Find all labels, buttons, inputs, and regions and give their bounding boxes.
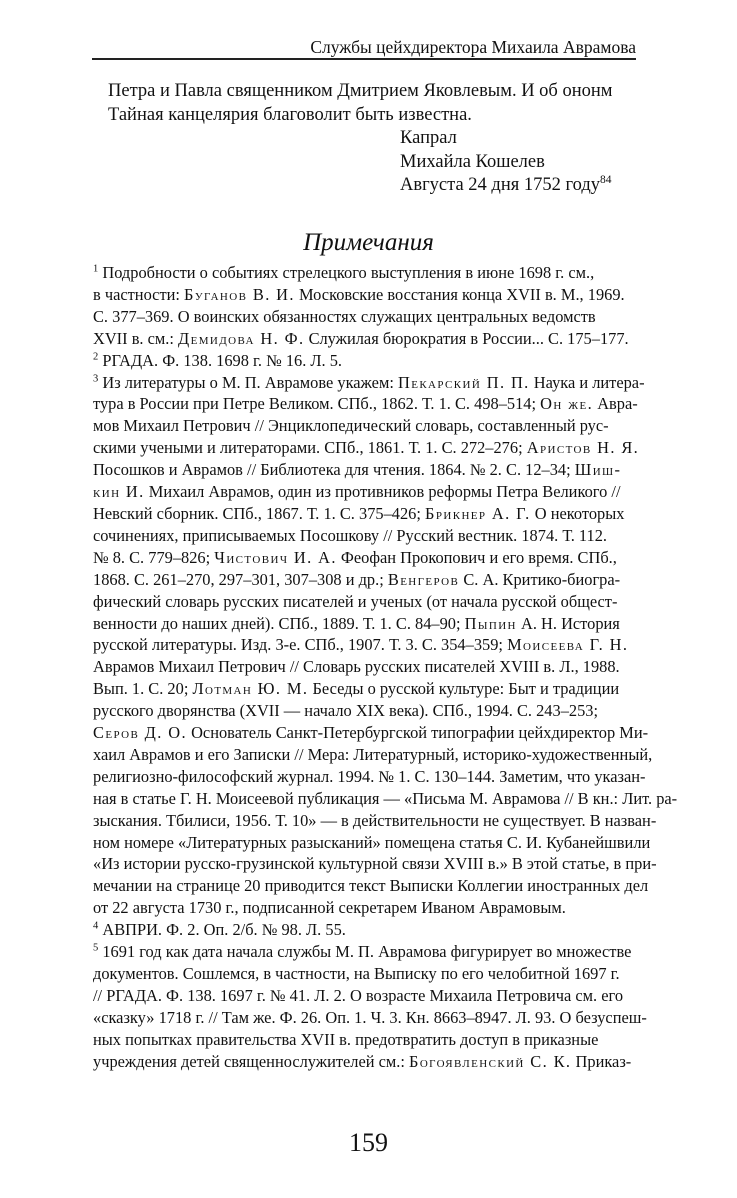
notes-heading: Примечания (303, 229, 434, 256)
note-line (93, 591, 653, 613)
note-marker: 1 (93, 263, 99, 275)
note-text: сочинениях, приписываемых Посошкову // Русский вестник. 1874. Т. 112. (93, 525, 607, 545)
note-text: С. 377–369. О воинских обязанностях служащих центральных ведомств (93, 306, 596, 326)
author-name: Демидова Н. Ф. (178, 328, 305, 348)
note-line (93, 656, 653, 678)
author-name: Моисеева Г. Н. (507, 635, 629, 655)
note-line (93, 415, 653, 437)
note-line (93, 963, 653, 985)
note-text: Служилая бюрократия в России... С. 175–177. (304, 328, 629, 348)
author-name: Пыпин (464, 613, 517, 633)
note-line (93, 722, 653, 744)
note-text: А. Н. История (516, 613, 620, 633)
note-text: венности до наших дней). СПб., 1889. Т. 1. С. 84–90; (93, 613, 465, 633)
note-marker: 3 (93, 373, 99, 385)
note-line (93, 853, 657, 875)
note-text: Приказ- (571, 1051, 632, 1071)
running-head: Службы цейхдиректора Михаила Аврамова (310, 37, 636, 57)
note-text: Основатель Санкт-Петербургской типографии цейхдиректор Ми- (187, 723, 649, 743)
note-text: 1868. С. 261–270, 297–301, 307–308 и др.; (93, 569, 388, 589)
author-name: Он же. (540, 394, 594, 414)
note-text: Вып. 1. С. 20; (93, 679, 193, 699)
note-line (93, 372, 653, 394)
note-text: в частности: (93, 284, 185, 304)
note-text: О некоторых (530, 503, 625, 523)
note-text: ных попытках правительства XVII в. предотвратить доступ в приказные (93, 1029, 599, 1049)
note-text: скими учеными и литераторами. СПб., 1861. Т. 1. С. 272–276; (93, 438, 527, 458)
note-text: Авра- (593, 394, 638, 414)
note-line (93, 941, 653, 963)
note-text: Наука и литера- (529, 372, 645, 392)
note-line (93, 525, 653, 547)
note-text: АВПРИ. Ф. 2. Оп. 2/б. № 98. Л. 55. (102, 920, 346, 940)
note-text: хаил Аврамов и его Записки // Мера: Литературный, историко-художественный, (93, 744, 653, 764)
note-line (93, 306, 653, 328)
note-text: Подробности о событиях стрелецкого выступления в июне 1698 г. см., (102, 263, 595, 282)
signature-date-line (108, 174, 708, 198)
note-line (93, 897, 653, 919)
note-line (93, 700, 653, 722)
note-line (93, 350, 653, 372)
note-text: Аврамов Михаил Петрович // Словарь русских писателей XVIII в. Л., 1988. (93, 657, 620, 677)
note-text: № 8. С. 779–826; (93, 547, 215, 567)
signature-date: Августа 24 дня 1752 году (400, 175, 600, 195)
note-text: русской литературы. Изд. 3-е. СПб., 1907. Т. 3. С. 354–359; (93, 635, 508, 655)
author-name: Лотман Ю. М. (192, 679, 309, 699)
note-line (93, 875, 653, 897)
footnote-reference: 84 (600, 173, 612, 186)
letter-line: Тайная канцелярия благоволит быть известна. (108, 104, 472, 125)
page-number: 159 (349, 1128, 388, 1157)
note-line (93, 788, 678, 810)
author-name: Буганов В. И. (184, 284, 295, 304)
note-marker: 2 (93, 351, 99, 363)
note-text: Московские восстания конца XVII в. М., 1969. (294, 284, 625, 304)
note-line (93, 832, 653, 854)
signature-rank: Капрал (400, 128, 457, 148)
note-line (93, 1029, 653, 1051)
note-line (93, 503, 653, 525)
author-name: Богоявленский С. К. (409, 1051, 572, 1071)
note-text: документов. Сошлемся, в частности, на Выписку по его челобитной 1697 г. (93, 964, 620, 983)
author-name: Чистович И. А. (214, 547, 337, 567)
note-text: Феофан Прокопович и его время. СПб., (336, 547, 617, 567)
note-line (93, 613, 653, 635)
note-line (93, 569, 653, 591)
note-text: Беседы о русской культуре: Быт и традиции (308, 679, 620, 699)
author-name: Шиш- (574, 460, 622, 480)
note-line (93, 459, 653, 481)
note-text: XVII в. см.: (93, 328, 179, 348)
signature-name: Михайла Кошелев (400, 151, 545, 172)
note-text: тура в России при Петре Великом. СПб., 1862. Т. 1. С. 498–514; (93, 394, 541, 414)
note-text: Михаил Аврамов, один из противников реформы Петра Великого // (144, 482, 621, 502)
letter-text (108, 80, 708, 198)
note-line (93, 1007, 653, 1029)
note-line (93, 634, 653, 656)
note-text: религиозно-философский журнал. 1994. № 1. С. 130–144. Заметим, что указан- (93, 766, 646, 786)
note-text: РГАДА. Ф. 138. 1698 г. № 16. Л. 5. (102, 350, 343, 370)
author-name: Аристов Н. Я. (526, 438, 640, 458)
author-name: Венгеров (387, 569, 460, 589)
note-line (93, 985, 653, 1007)
note-text: фический словарь русских писателей и ученых (от начала русской общест- (93, 591, 618, 611)
note-text: русского дворянства (XVII — начало XIX века). СПб., 1994. С. 243–253; (93, 701, 599, 721)
author-name: Пекарский П. П. (397, 372, 530, 392)
note-text: // РГАДА. Ф. 138. 1697 г. № 41. Л. 2. О возрасте Михаила Петровича см. его (93, 985, 624, 1005)
note-marker: 4 (93, 920, 99, 932)
note-text: Из литературы о М. П. Аврамове укажем: (102, 372, 398, 392)
note-marker: 5 (93, 942, 99, 954)
note-line (93, 393, 653, 415)
note-line (93, 437, 653, 459)
note-line (93, 678, 653, 700)
note-line (93, 262, 653, 284)
note-text: мов Михаил Петрович // Энциклопедический словарь, составленный рус- (93, 416, 609, 436)
note-text: Посошков и Аврамов // Библиотека для чтения. 1864. № 2. С. 12–34; (93, 460, 575, 480)
note-line (93, 547, 653, 569)
header-rule (92, 58, 636, 60)
note-line (93, 1051, 653, 1073)
note-line (93, 810, 657, 832)
note-text: 1691 год как дата начала службы М. П. Аврамова фигурирует во множестве (102, 942, 632, 962)
note-text: ном номере «Литературных разысканий» помещена статья С. И. Кубанейшвили (93, 832, 651, 852)
notes-list (93, 262, 678, 1073)
note-line (93, 284, 653, 306)
note-line (93, 919, 653, 941)
letter-line: Петра и Павла священником Дмитрием Яковлевым. И об ононм (108, 81, 613, 101)
note-line (93, 744, 653, 766)
note-text: от 22 августа 1730 г., подписанной секретарем Иваном Аврамовым. (93, 898, 566, 918)
note-text: С. А. Критико-биогра- (459, 569, 621, 589)
note-line (93, 481, 653, 503)
note-text: мечании на странице 20 приводится текст Выписки Коллегии иностранных дел (93, 876, 649, 896)
note-text: учреждения детей священнослужителей см.: (93, 1051, 410, 1071)
note-text: «сказку» 1718 г. // Там же. Ф. 26. Оп. 1. Ч. 3. Кн. 8663–8947. Л. 93. О безуспеш- (93, 1007, 647, 1027)
author-name: Серов Д. О. (93, 723, 187, 743)
note-text: «Из истории русско-грузинской культурной связи XVIII в.» В этой статье, в при- (93, 854, 657, 874)
author-name: кин И. (93, 482, 145, 502)
note-text: зыскания. Тбилиси, 1956. Т. 10» — в действительности не существует. В назван- (93, 810, 657, 830)
note-text: Невский сборник. СПб., 1867. Т. 1. С. 375–426; (93, 503, 426, 523)
note-text: ная в статье Г. Н. Моисеевой публикация — «Письма М. Аврамова // В кн.: Лит. ра- (93, 788, 678, 808)
note-line (93, 766, 653, 788)
author-name: Брикнер А. Г. (425, 503, 531, 523)
note-line (93, 328, 653, 350)
